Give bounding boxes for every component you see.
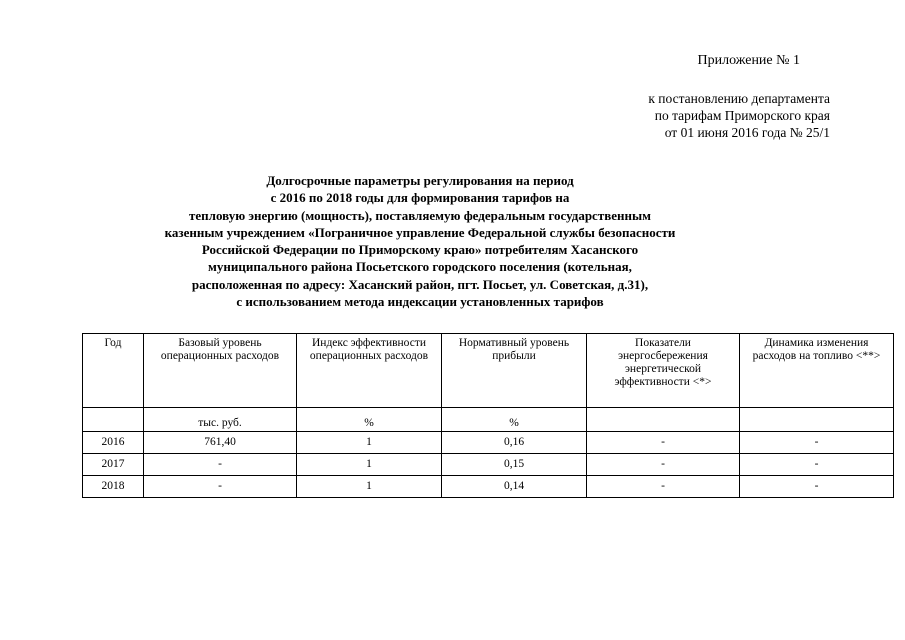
title-line: казенным учреждением «Пограничное управление Федеральной службы безопасности [164, 224, 676, 240]
table-cell: 2016 [83, 432, 144, 454]
unit-cell [83, 408, 144, 432]
unit-cell: тыс. руб. [144, 408, 297, 432]
parameters-table [82, 333, 894, 498]
table-cell: - [144, 476, 297, 498]
table-cell: 0,14 [442, 476, 587, 498]
title-line: Долгосрочные параметры регулирования на период [266, 173, 574, 188]
resolution-line: к постановлению департамента [648, 91, 830, 106]
table-cell: 1 [297, 454, 442, 476]
header-cell-energy-saving: Показатели энергосбережения энергетической эффективности <*> [587, 334, 740, 408]
table-units-row [83, 408, 894, 432]
table-cell: 761,40 [144, 432, 297, 454]
title-line: расположенная по адресу: Хасанский район, пгт. Посьет, ул. Советская, д.31), [191, 276, 649, 292]
title-line: муниципального района Посьетского городского поселения (котельная, [208, 259, 632, 275]
resolution-line: по тарифам Приморского края [654, 108, 830, 123]
table-row [83, 476, 894, 498]
table-cell: - [740, 476, 894, 498]
title-line: с использованием метода индексации установленных тарифов [236, 294, 604, 310]
table-cell: - [587, 432, 740, 454]
table-cell: - [587, 476, 740, 498]
header-cell-year: Год [83, 334, 144, 408]
title-line: с 2016 по 2018 годы для формирования тарифов на [270, 190, 570, 206]
table-cell: 0,15 [442, 454, 587, 476]
header-cell-base-opex: Базовый уровень операционных расходов [144, 334, 297, 408]
table-cell: - [587, 454, 740, 476]
table-row [83, 432, 894, 454]
table-cell: 1 [297, 432, 442, 454]
table-cell: 2018 [83, 476, 144, 498]
header-cell-efficiency-index: Индекс эффективности операционных расходов [297, 334, 442, 408]
resolution-reference [590, 90, 830, 141]
table-row [83, 454, 894, 476]
header-cell-profit-level: Нормативный уровень прибыли [442, 334, 587, 408]
document-title [120, 172, 720, 310]
appendix-label: Приложение № 1 [697, 53, 800, 68]
table-cell: 0,16 [442, 432, 587, 454]
unit-cell: % [297, 408, 442, 432]
header-cell-fuel-dynamics: Динамика изменения расходов на топливо <**> [740, 334, 894, 408]
table-header-row [83, 334, 894, 408]
title-line: тепловую энергию (мощность), поставляемую федеральным государственным [189, 207, 651, 223]
table-cell: - [144, 454, 297, 476]
table-cell: 2017 [83, 454, 144, 476]
table-cell: - [740, 454, 894, 476]
table-cell: 1 [297, 476, 442, 498]
title-line: Российской Федерации по Приморскому краю» потребителям Хасанского [201, 242, 639, 258]
table-cell: - [740, 432, 894, 454]
unit-cell: % [442, 408, 587, 432]
unit-cell [587, 408, 740, 432]
unit-cell [740, 408, 894, 432]
resolution-line: от 01 июня 2016 года № 25/1 [664, 125, 830, 140]
